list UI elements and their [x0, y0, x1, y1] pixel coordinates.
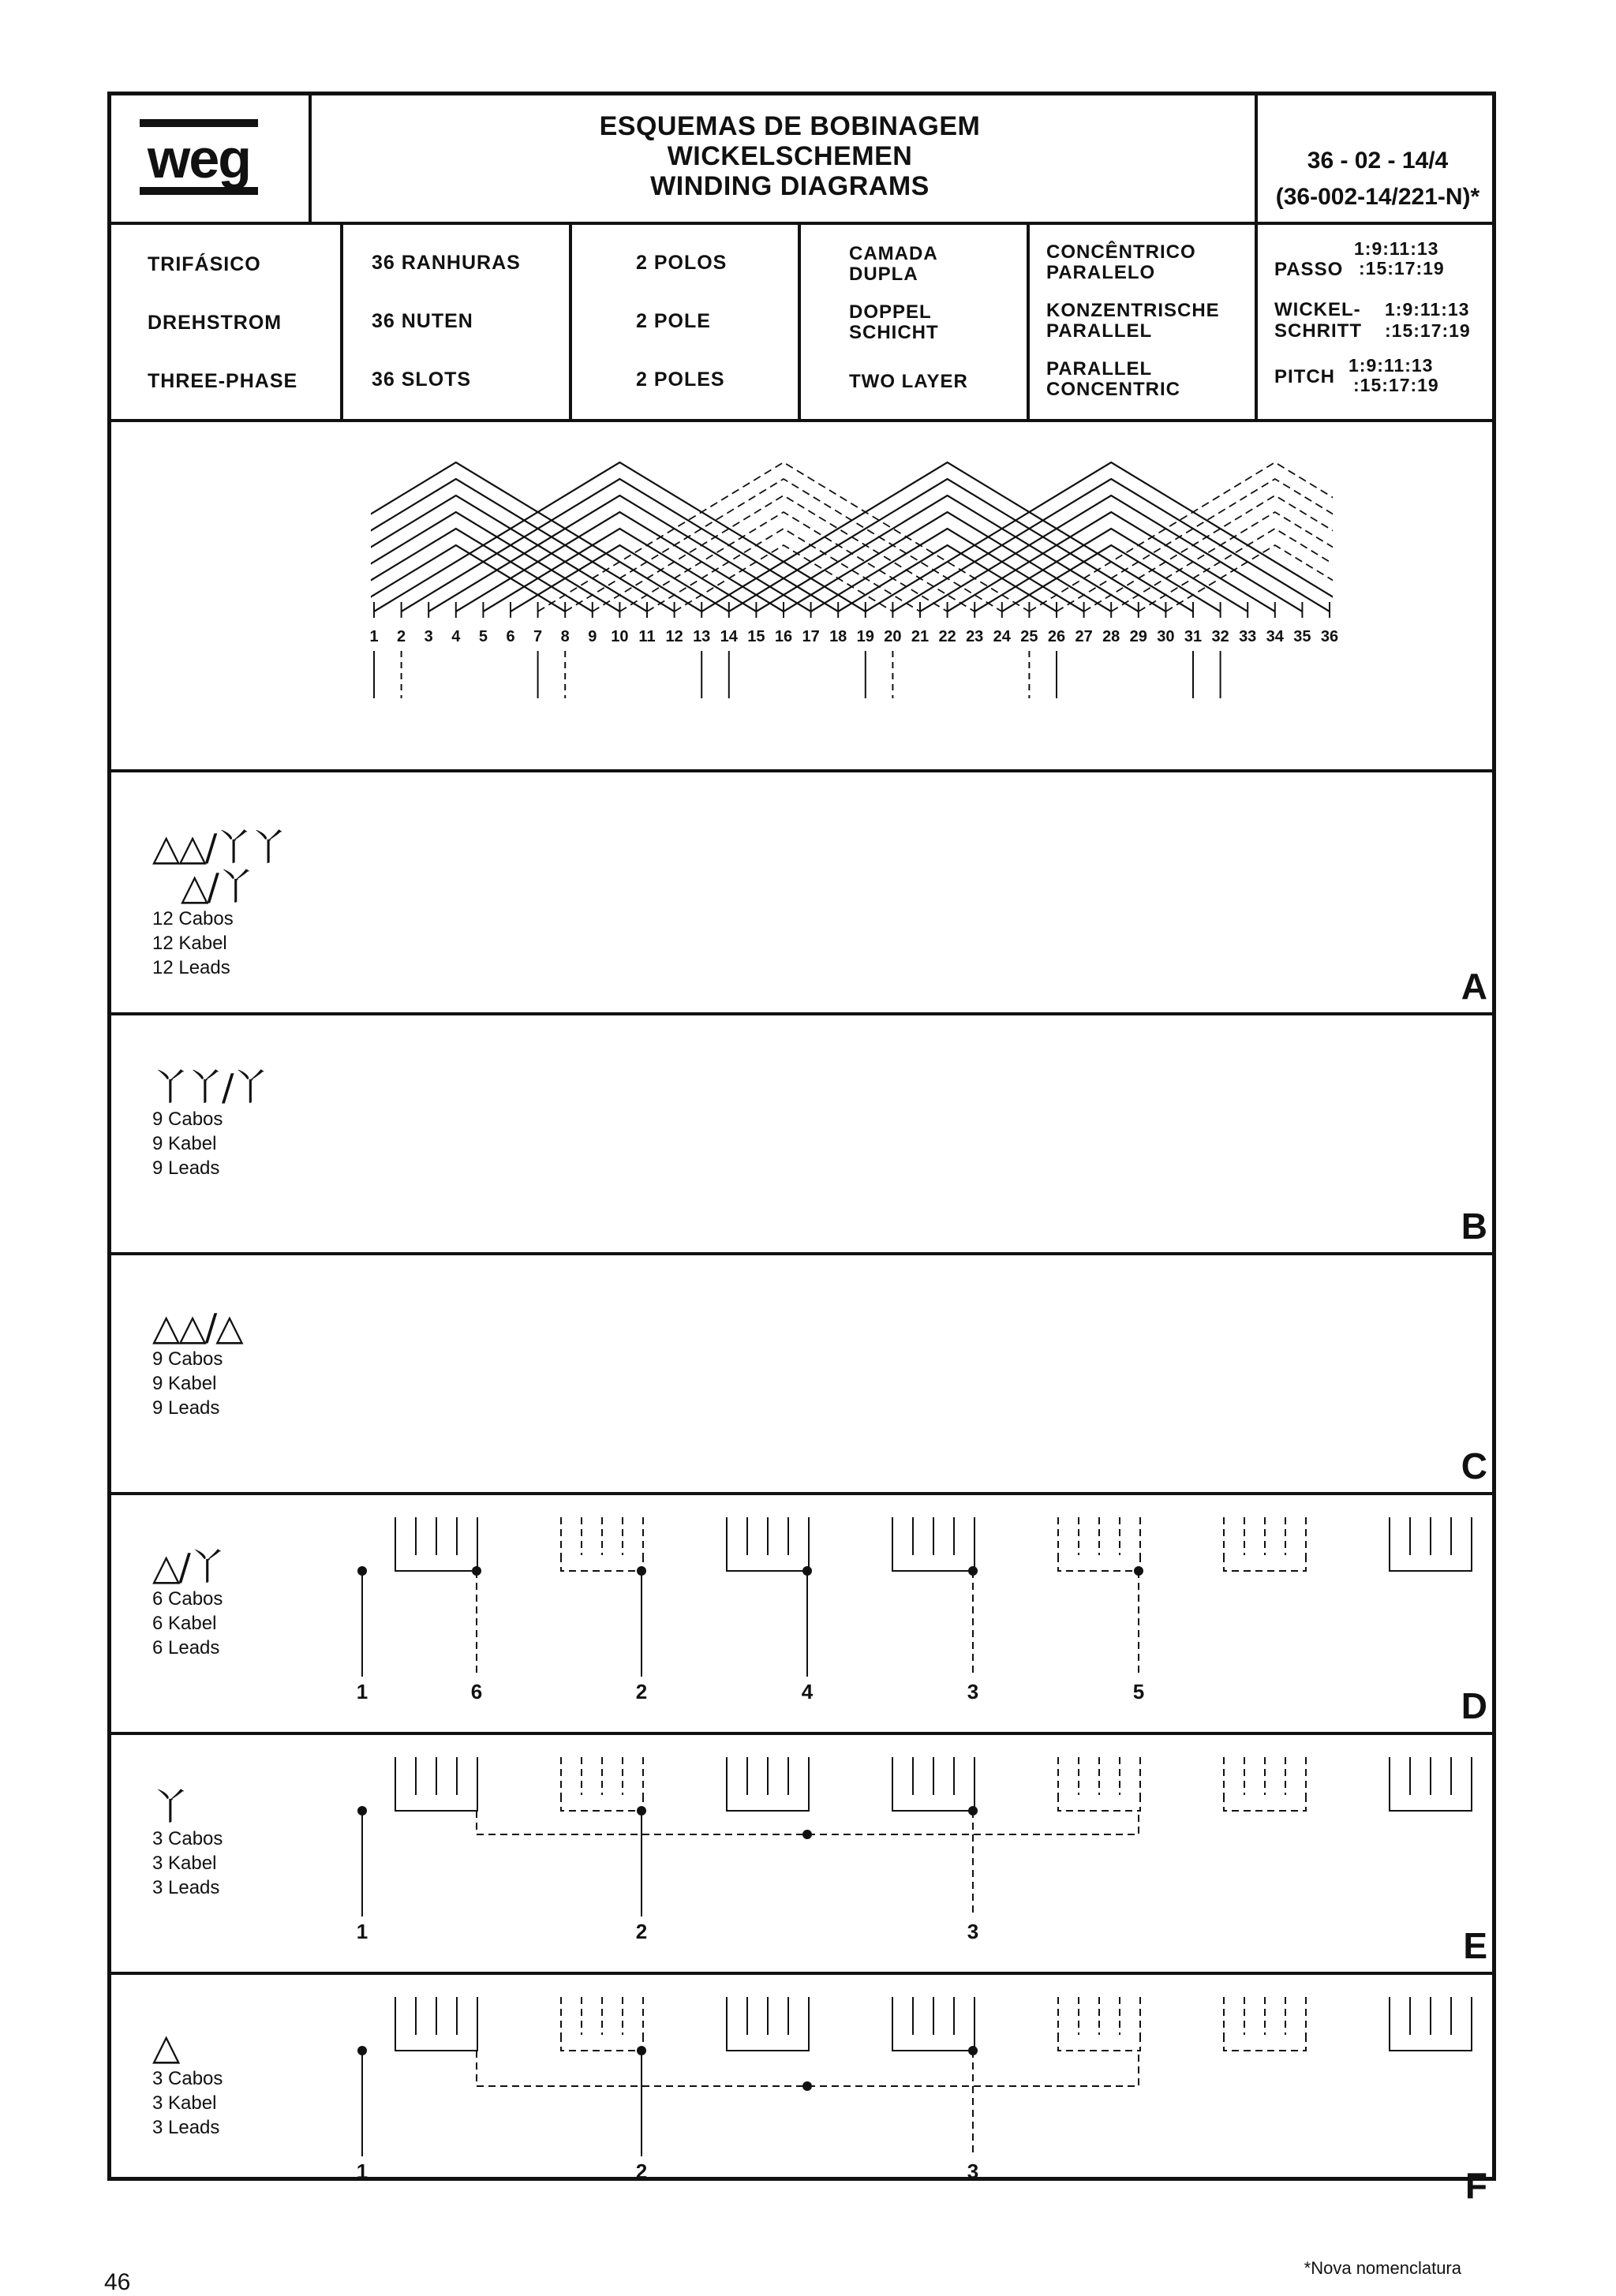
spec-line: CONCÊNTRICO: [1046, 241, 1196, 263]
bundle-bar: [1390, 1795, 1472, 1811]
junction-dot: [357, 1566, 367, 1576]
slot-number: 16: [774, 628, 793, 645]
slot-number: 18: [829, 628, 847, 645]
slot-number: 25: [1020, 628, 1038, 645]
title-line: WINDING DIAGRAMS: [650, 171, 930, 201]
panel-letter: D: [1461, 1685, 1487, 1726]
spec-poles-de: 2 POLE: [636, 310, 711, 332]
slot-number: 27: [1075, 628, 1093, 645]
panel-letter: E: [1463, 1925, 1487, 1966]
bundle-bar: [892, 2035, 974, 2051]
spec-slots-en: 36 SLOTS: [372, 368, 472, 391]
leads-count: 3 Leads: [152, 2117, 220, 2138]
slot-number: 28: [1102, 628, 1120, 645]
connection-symbol: △/丫: [181, 866, 252, 908]
bundle-bar: [1224, 1795, 1306, 1811]
winding-diagram: [111, 422, 1492, 769]
spec-poles-pt: 2 POLOS: [636, 252, 728, 274]
connection-symbol: △: [152, 2025, 179, 2068]
pitch-value: :15:17:19: [1385, 320, 1471, 341]
spec-line: PARALELO: [1046, 262, 1156, 283]
panel-c: [111, 1252, 1492, 1492]
pitch-label: WICKEL-: [1274, 299, 1361, 320]
code-line2: (36-002-14/221-N)*: [1275, 184, 1480, 210]
panel-f: [111, 1972, 1492, 2212]
title-line: WICKELSCHEMEN: [667, 141, 913, 171]
bundle-bar: [1058, 1795, 1140, 1811]
leads-count: 6 Cabos: [152, 1588, 223, 1610]
leads-count: 6 Leads: [152, 1637, 220, 1658]
slot-number: 26: [1047, 628, 1066, 645]
leads-count: 12 Kabel: [152, 933, 227, 954]
page-title: [324, 111, 1255, 201]
slot-number: 14: [720, 628, 738, 645]
connection-symbol: 丫丫/丫: [152, 1066, 267, 1109]
bundle-bar: [561, 1555, 643, 1571]
pitch-value: 1:9:11:13: [1349, 355, 1434, 376]
slot-number: 29: [1129, 628, 1147, 645]
spec-type-pt: [1046, 242, 1196, 283]
slot-number: 7: [533, 628, 543, 645]
bundle-bar: [727, 2035, 809, 2051]
pitch-label-de: [1274, 299, 1362, 342]
panel-d: [111, 1492, 1492, 1732]
bundle-bar: [561, 1795, 643, 1811]
pitch-label: SCHRITT: [1274, 320, 1362, 342]
lead-number: 3: [967, 2160, 979, 2183]
connection-symbol: △△/△: [152, 1306, 242, 1348]
spec-line: CONCENTRIC: [1046, 379, 1180, 400]
lead-number: 1: [356, 2160, 368, 2183]
page-number: 46: [104, 2269, 131, 2295]
slot-number: 23: [966, 628, 984, 645]
slot-number: 31: [1184, 628, 1203, 645]
leads-count: 9 Cabos: [152, 1109, 223, 1130]
slot-number: 17: [802, 628, 820, 645]
pitch-value: :15:17:19: [1353, 375, 1439, 395]
leads-count: 9 Cabos: [152, 1348, 223, 1370]
leads-count: 9 Kabel: [152, 1133, 217, 1154]
lead-number: 2: [635, 1920, 648, 1943]
spec-layer-pt: [849, 244, 938, 285]
leads-count: 12 Cabos: [152, 908, 234, 929]
junction-dot: [357, 2046, 367, 2055]
pitch-value: 1:9:11:13: [1354, 238, 1439, 259]
slot-number: 32: [1211, 628, 1229, 645]
junction-dot: [968, 2046, 978, 2055]
slot-number: 15: [747, 628, 765, 645]
panel-letter: B: [1461, 1206, 1487, 1247]
spec-slots-pt: 36 RANHURAS: [372, 252, 521, 274]
link-wire: [477, 2051, 1139, 2086]
connection-diagram: [111, 1492, 1492, 1732]
junction-dot: [802, 2081, 812, 2091]
bundle-bar: [892, 1795, 974, 1811]
connection-diagram: [111, 1732, 1492, 1972]
lead-number: 1: [356, 1920, 368, 1943]
leads-count: 3 Cabos: [152, 1828, 223, 1849]
spec-slots-de: 36 NUTEN: [372, 310, 473, 332]
slot-number: 22: [938, 628, 956, 645]
spec-line: CAMADA: [849, 243, 938, 264]
pitch-values-en: [1349, 356, 1439, 395]
panel-letter: C: [1461, 1445, 1487, 1486]
leads-count: 9 Leads: [152, 1397, 220, 1419]
pitch-value: :15:17:19: [1359, 258, 1445, 279]
slot-number: 6: [506, 628, 515, 645]
connection-symbol: 丫: [152, 1786, 187, 1828]
slot-number: 1: [369, 628, 379, 645]
lead-number: 3: [967, 1920, 979, 1943]
lead-number: 2: [635, 1680, 648, 1703]
junction-dot: [1134, 1566, 1143, 1576]
leads-count: 3 Cabos: [152, 2068, 223, 2089]
leads-count: 3 Kabel: [152, 1853, 217, 1874]
bundle-bar: [727, 1795, 809, 1811]
leads-count: 9 Leads: [152, 1157, 220, 1179]
slot-number: 36: [1320, 628, 1339, 645]
spec-phase-en: THREE-PHASE: [148, 370, 298, 392]
bundle-bar: [395, 1795, 477, 1811]
panel-b: [111, 1012, 1492, 1252]
leads-count: 3 Kabel: [152, 2092, 217, 2114]
header-divider-right: [1255, 95, 1258, 419]
lead-number: 5: [1132, 1680, 1145, 1703]
title-line: ESQUEMAS DE BOBINAGEM: [599, 111, 981, 141]
slot-number: 13: [693, 628, 711, 645]
leads-count: 3 Leads: [152, 1877, 220, 1898]
spec-line: PARALLEL: [1046, 320, 1153, 342]
slot-number: 34: [1266, 628, 1284, 645]
spec-line: TWO LAYER: [849, 371, 968, 392]
spec-line: DOPPEL: [849, 301, 932, 323]
bundle-bar: [892, 1555, 974, 1571]
diagram-code: [1263, 143, 1492, 215]
slot-number: 12: [665, 628, 683, 645]
header-divider-left: [309, 95, 312, 222]
panel-letter: A: [1461, 966, 1487, 1007]
pitch-label-pt: PASSO: [1274, 259, 1344, 280]
junction-dot: [637, 1806, 646, 1815]
leads-count: 9 Kabel: [152, 1373, 217, 1394]
bundle-bar: [1224, 2035, 1306, 2051]
junction-dot: [637, 2046, 646, 2055]
pitch-values-de: [1385, 299, 1471, 342]
slot-number: 19: [856, 628, 874, 645]
lead-number: 3: [967, 1680, 979, 1703]
slot-number: 8: [560, 628, 570, 645]
spec-poles-en: 2 POLES: [636, 368, 725, 391]
panel-a: [111, 772, 1492, 1012]
slot-number: 10: [611, 628, 629, 645]
lead-number: 6: [470, 1680, 483, 1703]
pitch-label-en: PITCH: [1274, 366, 1335, 387]
spec-line: DUPLA: [849, 264, 918, 285]
panel-letter: F: [1464, 2165, 1487, 2206]
panel-legend: [152, 1068, 267, 1180]
junction-dot: [802, 1830, 812, 1839]
bundle-bar: [561, 2035, 643, 2051]
pitch-values-pt: [1354, 239, 1445, 279]
weg-logo: [140, 119, 258, 195]
bundle-bar: [395, 1555, 477, 1571]
slot-number: 35: [1293, 628, 1311, 645]
logo-text: weg: [147, 128, 251, 189]
connection-diagram: [111, 1972, 1492, 2212]
spec-divider: [569, 222, 572, 419]
junction-dot: [472, 1566, 481, 1576]
lead-number: 1: [356, 1680, 368, 1703]
bundle-bar: [1058, 1555, 1140, 1571]
code-line1: 36 - 02 - 14/4: [1307, 148, 1449, 174]
leads-count: 12 Leads: [152, 957, 230, 978]
bundle-bar: [1390, 1555, 1472, 1571]
spec-layer-en: [849, 372, 968, 392]
bundle-bar: [727, 1555, 809, 1571]
panel-e: [111, 1732, 1492, 1972]
slot-number: 24: [993, 628, 1011, 645]
spec-layer-de: [849, 302, 939, 343]
slot-number: 33: [1239, 628, 1257, 645]
lead-number: 4: [801, 1680, 814, 1703]
connection-symbol: △△/丫丫: [152, 826, 286, 869]
slot-number: 5: [478, 628, 488, 645]
connection-symbol: △/丫: [152, 1546, 224, 1588]
spec-line: SCHICHT: [849, 322, 939, 343]
spec-phase-de: DREHSTROM: [148, 312, 282, 334]
spec-line: KONZENTRISCHE: [1046, 300, 1220, 321]
junction-dot: [357, 1806, 367, 1815]
junction-dot: [968, 1806, 978, 1815]
pitch-value: 1:9:11:13: [1385, 299, 1470, 320]
spec-type-en: [1046, 359, 1180, 400]
slot-number: 3: [424, 628, 433, 645]
spec-type-de: [1046, 301, 1220, 342]
slot-number: 4: [451, 628, 461, 645]
spec-line: PARALLEL: [1046, 358, 1153, 380]
slot-number: 11: [638, 628, 656, 645]
diagram-sheet: [107, 92, 1496, 2206]
bundle-bar: [1390, 2035, 1472, 2051]
panel-legend: [152, 1307, 242, 1420]
junction-dot: [637, 1566, 646, 1576]
spec-phase-pt: TRIFÁSICO: [148, 253, 261, 275]
spec-divider: [1027, 222, 1030, 419]
bundle-bar: [1058, 2035, 1140, 2051]
junction-dot: [802, 1566, 812, 1576]
slot-number: 30: [1157, 628, 1175, 645]
slot-number: 21: [911, 628, 930, 645]
spec-divider: [798, 222, 801, 419]
header-separator: [111, 222, 1492, 225]
bundle-bar: [395, 2035, 477, 2051]
slot-number: 20: [884, 628, 902, 645]
slot-number: 2: [397, 628, 406, 645]
bundle-bar: [1224, 1555, 1306, 1571]
leads-count: 6 Kabel: [152, 1613, 217, 1634]
panel-legend: [152, 828, 285, 980]
lead-number: 2: [635, 2160, 648, 2183]
junction-dot: [968, 1566, 978, 1576]
spec-divider: [340, 222, 343, 419]
footnote: *Nova nomenclatura: [1304, 2258, 1461, 2278]
slot-number: 9: [588, 628, 597, 645]
